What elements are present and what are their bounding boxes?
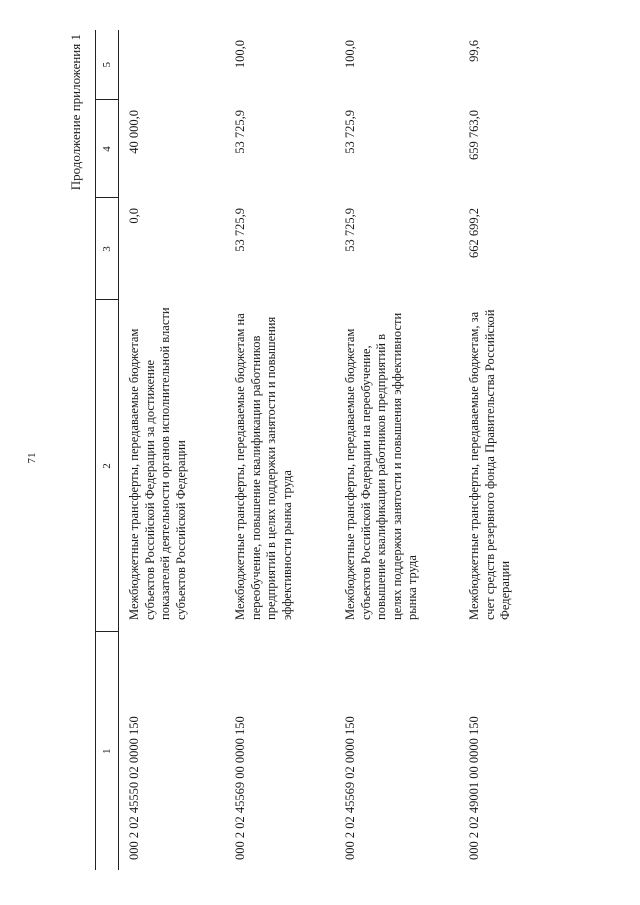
- value-cell: 53 725,9: [233, 208, 247, 252]
- income-name-cell: Межбюджетные трансферты, передаваемые бюджетам субъектов Российской Федерации на переобучение, повышение квалификации работников предприятий в целях поддержки занятости и повышения эффективности рынка труда: [343, 312, 420, 620]
- value-cell: 0,0: [127, 208, 141, 224]
- percent-cell: [119, 30, 226, 100]
- value-cell: 659 763,0: [467, 110, 481, 160]
- rotated-table-page: [0, 30, 600, 870]
- column-number-header-row: [96, 30, 119, 870]
- appendix-caption: Продолжение приложения 1: [68, 34, 83, 191]
- income-name-cell: Межбюджетные трансферты, передаваемые бюджетам на переобучение, повышение квалификации работников предприятий в целях поддержки занятости и повышения эффективности рынка труда: [233, 313, 294, 620]
- percent-cell: 100,0: [233, 40, 247, 69]
- budget-table: [95, 30, 537, 870]
- value-cell: 662 699,2: [467, 208, 481, 258]
- percent-cell: 100,0: [343, 40, 357, 69]
- budget-code-cell: 000 2 02 49001 00 0000 150: [467, 716, 481, 860]
- column-header: 1: [96, 632, 119, 870]
- percent-cell: 99,6: [467, 40, 481, 62]
- page-number: 71: [26, 452, 38, 464]
- column-header: 3: [96, 198, 119, 300]
- table-row: [119, 30, 226, 870]
- budget-code-cell: 000 2 02 45569 02 0000 150: [343, 716, 357, 860]
- value-cell: 53 725,9: [343, 208, 357, 252]
- table-row: [459, 30, 537, 870]
- column-header: 4: [96, 100, 119, 198]
- value-cell: 53 725,9: [343, 110, 357, 154]
- budget-code-cell: 000 2 02 45550 02 0000 150: [127, 716, 141, 860]
- table-row: [335, 30, 459, 870]
- income-name-cell: Межбюджетные трансферты, передаваемые бюджетам субъектов Российской Федерации за достижение показателей деятельности органов исполнительной власти субъектов Российской Федерации: [127, 307, 188, 620]
- column-header: 2: [96, 300, 119, 632]
- table-row: [225, 30, 335, 870]
- value-cell: 53 725,9: [233, 110, 247, 154]
- budget-code-cell: 000 2 02 45569 00 0000 150: [233, 716, 247, 860]
- column-header: 5: [96, 30, 119, 100]
- income-name-cell: Межбюджетные трансферты, передаваемые бюджетам, за счет средств резервного фонда Правительства Российской Федерации: [467, 309, 513, 620]
- value-cell: 40 000,0: [127, 110, 141, 154]
